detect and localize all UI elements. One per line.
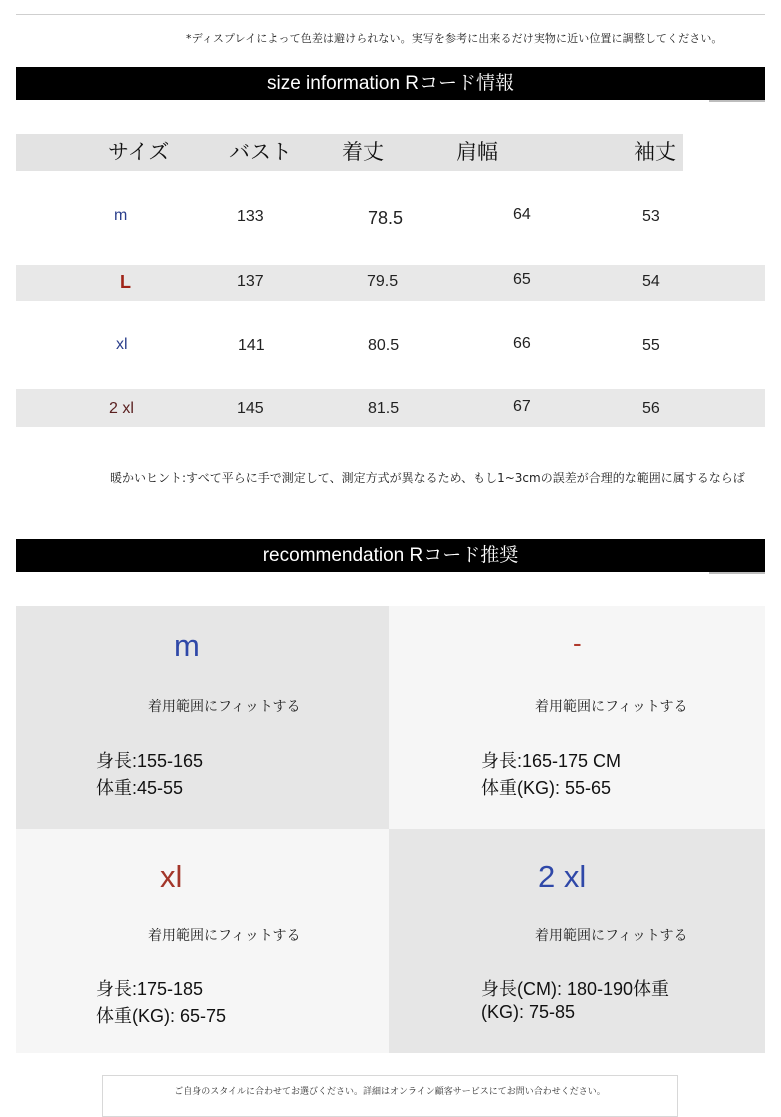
header-size: サイズ — [108, 140, 170, 164]
recommended-size: xl — [160, 859, 183, 894]
row-length: 80.5 — [368, 337, 400, 354]
row-sleeve: 54 — [642, 273, 660, 290]
measurement-hint: 暖かいヒント:すべて平らに手で測定して、測定方式が異なるため、もし1~3cmの誤差が合理的な範囲に属するならば — [110, 471, 745, 485]
row-shoulder: 66 — [513, 335, 531, 352]
size-information-banner: size information Rコード情報 — [16, 67, 765, 100]
height-range: 身長:165-175 CM — [481, 751, 622, 771]
fit-range-label: 着用範囲にフィットする — [535, 699, 688, 715]
row-bust: 133 — [237, 208, 264, 225]
fit-range-label: 着用範囲にフィットする — [148, 928, 301, 944]
row-bust: 137 — [237, 273, 264, 290]
row-size: 2 xl — [109, 400, 134, 417]
weight-range: 体重:45-55 — [96, 778, 184, 798]
row-length: 81.5 — [368, 400, 400, 417]
header-bust: バスト — [229, 140, 292, 164]
fit-range-label: 着用範囲にフィットする — [535, 928, 688, 944]
header-shoulder: 肩幅 — [456, 140, 498, 164]
height-range: 身長:175-185 — [96, 979, 204, 999]
size-table-header — [16, 134, 683, 171]
recommended-size: 2 xl — [538, 859, 587, 894]
row-shoulder: 67 — [513, 398, 531, 415]
recommended-size: - — [573, 628, 582, 658]
table-row — [16, 389, 765, 427]
table-row — [16, 265, 765, 301]
height-range: 身長(CM): 180-190体重 — [481, 979, 670, 999]
row-sleeve: 53 — [642, 208, 660, 225]
footer-note: ご自身のスタイルに合わせてお選びください。詳細はオンライン顧客サービスにてお問い合わせください。 — [174, 1087, 606, 1097]
row-length: 79.5 — [367, 273, 399, 290]
row-sleeve: 56 — [642, 400, 660, 417]
row-size: L — [120, 272, 131, 292]
weight-range: 体重(KG): 65-75 — [96, 1006, 227, 1026]
row-shoulder: 65 — [513, 271, 531, 288]
height-range: 身長:155-165 — [96, 751, 204, 771]
recommendation-banner: recommendation Rコード推奨 — [16, 539, 765, 572]
header-length: 着丈 — [342, 140, 384, 164]
weight-range: (KG): 75-85 — [481, 1002, 576, 1022]
fit-range-label: 着用範囲にフィットする — [148, 699, 301, 715]
recommended-size: m — [174, 628, 200, 663]
row-sleeve: 55 — [642, 337, 660, 354]
recommendation-card — [16, 829, 389, 1053]
recommendation-card — [389, 606, 765, 829]
color-disclaimer: *ディスプレイによって色差は避けられない。実写を参考に出来るだけ実物に近い位置に調整してください。 — [186, 32, 723, 45]
row-size: xl — [116, 336, 128, 353]
recommendation-card — [16, 606, 389, 829]
table-row — [16, 301, 765, 389]
row-bust: 141 — [238, 337, 265, 354]
row-size: m — [114, 207, 128, 224]
table-row — [16, 172, 765, 265]
header-sleeve: 袖丈 — [634, 140, 676, 164]
footer-notice-box — [102, 1075, 678, 1117]
top-divider — [16, 14, 765, 15]
recommendation-card — [389, 829, 765, 1053]
row-bust: 145 — [237, 400, 264, 417]
weight-range: 体重(KG): 55-65 — [481, 778, 612, 798]
recommendation-grid — [16, 606, 765, 1053]
row-length: 78.5 — [368, 208, 404, 228]
row-shoulder: 64 — [513, 206, 531, 223]
